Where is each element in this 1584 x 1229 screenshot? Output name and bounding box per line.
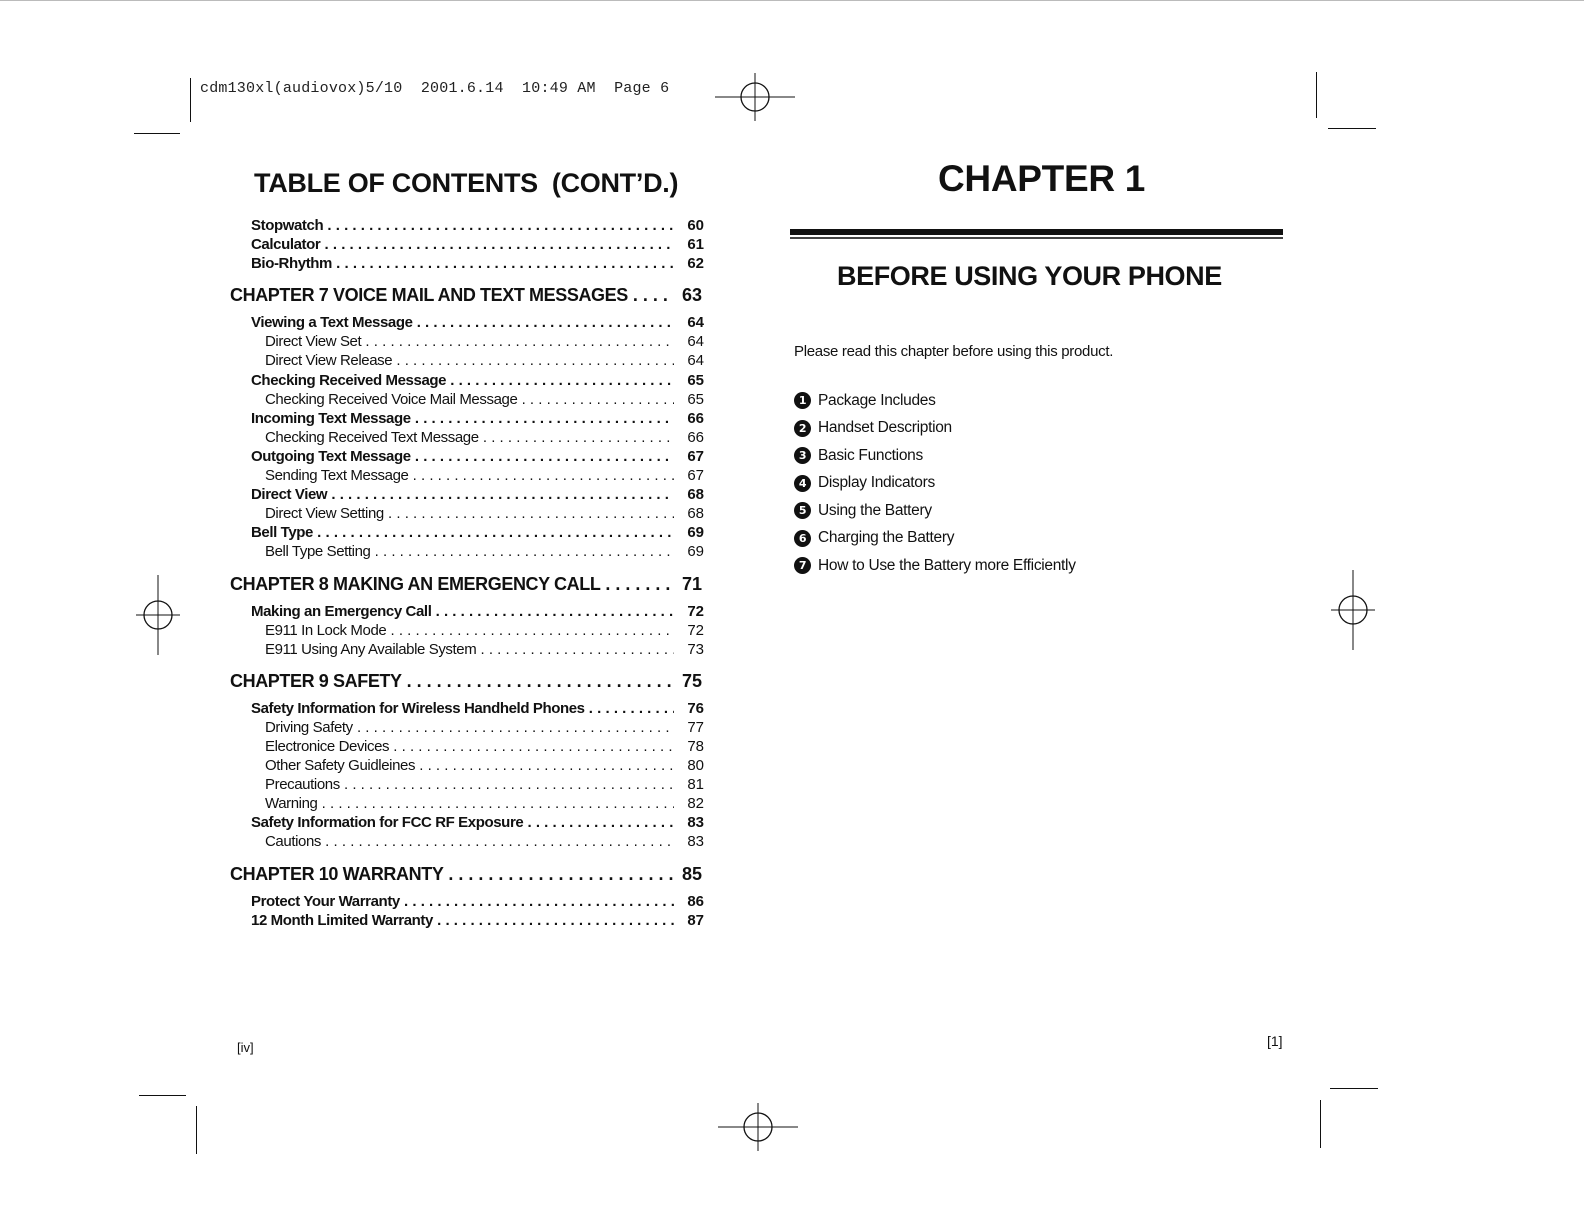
- chapter-contents-item: [794, 387, 1076, 415]
- toc-entry: [251, 485, 708, 504]
- toc-entry: [251, 602, 708, 621]
- toc-entry: [265, 775, 708, 794]
- toc-entry-label: Warning . . .: [265, 794, 674, 813]
- toc-entry-page: 75: [681, 670, 702, 691]
- toc-entry-page: 65: [687, 390, 704, 408]
- toc-chapter-entry: [230, 665, 708, 697]
- toc-entry-page: 60: [687, 217, 704, 234]
- toc-entry-label: E911 Using Any Available System . . .: [265, 640, 674, 659]
- toc-entry: [251, 911, 708, 930]
- toc-entry-page: 63: [681, 285, 702, 306]
- toc-entry-page: 69: [687, 543, 704, 561]
- toc-entry: [251, 892, 708, 911]
- toc-entry-label: Cautions . . .: [265, 832, 674, 851]
- numbered-circle-icon: 4: [794, 475, 811, 492]
- chapter-contents-item: [794, 470, 1076, 498]
- toc-entry-label: CHAPTER 7 VOICE MAIL AND TEXT MESSAGES . . .: [230, 279, 674, 311]
- crop-mark-top-right-vertical: [1316, 72, 1317, 118]
- toc-entry-page: 72: [687, 621, 704, 639]
- toc-entry: [251, 523, 708, 542]
- toc-entry: [251, 254, 708, 273]
- toc-entry-page: 77: [687, 718, 704, 736]
- chapter-contents-item: [794, 552, 1076, 580]
- toc-chapter-entry: [230, 568, 708, 600]
- toc-entry: [265, 428, 708, 447]
- toc-entry-label: Checking Received Voice Mail Message . . .: [265, 390, 674, 409]
- toc-list: [230, 216, 708, 930]
- toc-entry-label: Direct View Release . . .: [265, 351, 674, 370]
- toc-entry-label: Other Safety Guidleines . . .: [265, 756, 674, 775]
- toc-entry-label: Bio-Rhythm . . .: [251, 254, 674, 273]
- toc-entry-label: Direct View Setting . . .: [265, 504, 674, 523]
- numbered-circle-icon: 3: [794, 447, 811, 464]
- toc-entry-label: Bell Type . . .: [251, 523, 674, 542]
- chapter-contents-item-label: Charging the Battery: [818, 529, 955, 547]
- toc-entry-label: Direct View Set . . .: [265, 332, 674, 351]
- toc-entry-page: 67: [687, 467, 704, 485]
- toc-entry: [265, 542, 708, 561]
- toc-entry: [265, 621, 708, 640]
- toc-entry-label: CHAPTER 10 WARRANTY . . .: [230, 858, 674, 890]
- toc-entry-label: Viewing a Text Message . . .: [251, 313, 674, 332]
- toc-entry: [265, 504, 708, 523]
- chapter-contents-list: [794, 387, 1076, 580]
- toc-entry: [265, 794, 708, 813]
- intro-text: Please read this chapter before using this product.: [794, 343, 1114, 360]
- crop-mark-top-left-vertical: [190, 78, 191, 122]
- chapter-contents-item-label: Handset Description: [818, 419, 952, 437]
- crop-mark-bottom-right-horizontal: [1330, 1088, 1378, 1089]
- toc-entry-label: Making an Emergency Call . . .: [251, 602, 674, 621]
- toc-entry: [251, 409, 708, 428]
- toc-entry-label: Protect Your Warranty . . .: [251, 892, 674, 911]
- toc-entry: [265, 737, 708, 756]
- toc-entry-page: 83: [687, 814, 704, 832]
- toc-entry: [265, 390, 708, 409]
- toc-entry: [251, 447, 708, 466]
- toc-title-main: TABLE OF CONTENTS: [254, 168, 538, 198]
- toc-entry-page: 76: [687, 699, 704, 717]
- toc-entry-page: 64: [687, 333, 704, 351]
- toc-entry-page: 62: [687, 255, 704, 273]
- registration-mark-right: [1313, 570, 1393, 650]
- toc-entry: [251, 313, 708, 332]
- crop-mark-top-left-horizontal: [134, 133, 180, 134]
- toc-entry-label: Checking Received Text Message . . .: [265, 428, 674, 447]
- toc-entry: [251, 371, 708, 390]
- toc-entry-page: 86: [687, 892, 704, 910]
- toc-entry-page: 64: [687, 352, 704, 370]
- numbered-circle-icon: 2: [794, 420, 811, 437]
- toc-entry-label: Outgoing Text Message . . .: [251, 447, 674, 466]
- chapter-contents-item: [794, 415, 1076, 443]
- toc-entry-label: Precautions . . .: [265, 775, 674, 794]
- toc-entry-page: 73: [687, 640, 704, 658]
- registration-mark-bottom: [718, 1087, 798, 1167]
- toc-entry-page: 81: [687, 776, 704, 794]
- toc-entry-page: 82: [687, 795, 704, 813]
- toc-entry-page: 61: [687, 236, 704, 254]
- toc-chapter-entry: [230, 279, 708, 311]
- toc-entry: [251, 813, 708, 832]
- toc-entry-label: Checking Received Message . . .: [251, 371, 674, 390]
- toc-entry-page: 72: [687, 602, 704, 620]
- toc-entry: [251, 235, 708, 254]
- print-slug: cdm130xl(audiovox)5/10 2001.6.14 10:49 AM Page 6: [200, 80, 670, 97]
- chapter-contents-item: [794, 525, 1076, 553]
- toc-entry-page: 80: [687, 757, 704, 775]
- chapter-contents-item-label: Display Indicators: [818, 474, 935, 492]
- toc-entry: [251, 216, 708, 235]
- toc-entry: [251, 699, 708, 718]
- chapter-rule-thin: [790, 237, 1283, 239]
- toc-entry-label: CHAPTER 8 MAKING AN EMERGENCY CALL . . .: [230, 568, 674, 600]
- chapter-contents-item-label: Using the Battery: [818, 501, 932, 519]
- toc-title: [254, 168, 678, 199]
- toc-entry-page: 68: [687, 486, 704, 504]
- registration-mark-top: [715, 57, 795, 137]
- toc-entry-page: 87: [687, 911, 704, 929]
- chapter-contents-item-label: How to Use the Battery more Efficiently: [818, 556, 1076, 574]
- toc-entry-page: 66: [687, 428, 704, 446]
- crop-mark-bottom-left-horizontal: [139, 1095, 186, 1096]
- numbered-circle-icon: 5: [794, 502, 811, 519]
- toc-entry: [265, 718, 708, 737]
- toc-entry: [265, 832, 708, 851]
- chapter-rule: [790, 229, 1283, 235]
- toc-entry-label: Stopwatch . . .: [251, 216, 674, 235]
- toc-entry-page: 85: [681, 863, 702, 884]
- toc-entry-page: 68: [687, 505, 704, 523]
- scan-top-edge: [0, 0, 1584, 1]
- toc-entry-label: Driving Safety . . .: [265, 718, 674, 737]
- registration-mark-left: [118, 575, 198, 655]
- toc-entry-page: 71: [681, 573, 702, 594]
- toc-entry-page: 66: [687, 409, 704, 427]
- numbered-circle-icon: 6: [794, 530, 811, 547]
- toc-entry-label: Safety Information for FCC RF Exposure . . .: [251, 813, 674, 832]
- toc-entry-label: Safety Information for Wireless Handheld Phones . . .: [251, 699, 674, 718]
- numbered-circle-icon: 7: [794, 557, 811, 574]
- toc-title-suffix: (CONT’D.): [551, 168, 679, 198]
- chapter-contents-item: [794, 442, 1076, 470]
- toc-entry-label: Bell Type Setting . . .: [265, 542, 674, 561]
- page-number-right: [1]: [1267, 1033, 1283, 1049]
- chapter-contents-item-label: Package Includes: [818, 391, 936, 409]
- toc-entry-page: 64: [687, 314, 704, 332]
- chapter-title: CHAPTER 1: [938, 158, 1145, 199]
- crop-mark-bottom-right-vertical: [1320, 1100, 1321, 1148]
- section-title: BEFORE USING YOUR PHONE: [837, 261, 1222, 291]
- toc-entry-label: Sending Text Message . . .: [265, 466, 674, 485]
- toc-entry-page: 83: [687, 833, 704, 851]
- toc-entry-label: 12 Month Limited Warranty . . .: [251, 911, 674, 930]
- toc-entry: [265, 332, 708, 351]
- crop-mark-bottom-left-vertical: [196, 1106, 197, 1154]
- toc-entry-label: Electronice Devices . . .: [265, 737, 674, 756]
- toc-entry: [265, 351, 708, 370]
- toc-entry-label: Direct View . . .: [251, 485, 674, 504]
- toc-entry: [265, 640, 708, 659]
- toc-entry-page: 65: [687, 371, 704, 389]
- toc-entry-page: 69: [687, 524, 704, 542]
- crop-mark-top-right-horizontal: [1328, 128, 1376, 129]
- toc-entry-label: E911 In Lock Mode . . .: [265, 621, 674, 640]
- toc-entry-label: Calculator . . .: [251, 235, 674, 254]
- toc-entry: [265, 756, 708, 775]
- toc-entry-page: 78: [687, 737, 704, 755]
- numbered-circle-icon: 1: [794, 392, 811, 409]
- toc-entry-label: Incoming Text Message . . .: [251, 409, 674, 428]
- chapter-contents-item-label: Basic Functions: [818, 446, 923, 464]
- page-number-left: [iv]: [237, 1040, 254, 1055]
- toc-entry: [265, 466, 708, 485]
- toc-entry-label: CHAPTER 9 SAFETY . . .: [230, 665, 674, 697]
- chapter-contents-item: [794, 497, 1076, 525]
- toc-entry-page: 67: [687, 447, 704, 465]
- toc-chapter-entry: [230, 858, 708, 890]
